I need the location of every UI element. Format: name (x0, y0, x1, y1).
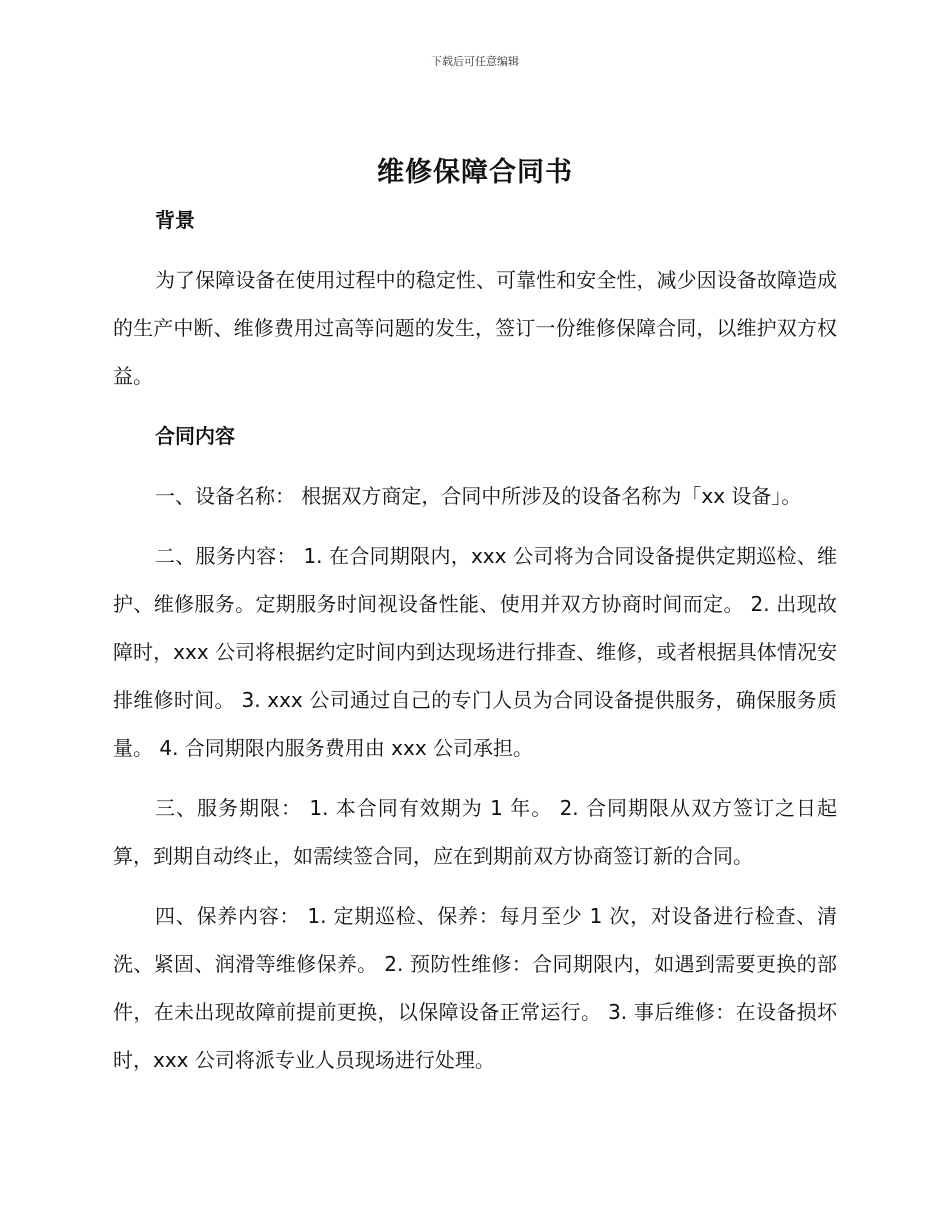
header-note: 下载后可任意编辑 (431, 55, 519, 68)
spacer (113, 244, 837, 256)
paragraph-background: 为了保障设备在使用过程中的稳定性、可靠性和安全性，减少因设备故障造成的生产中断、维修费用过高等问题的发生，签订一份维修保障合同，以维护双方权益。 (113, 268, 837, 388)
clause-service-term: 三、服务期限： 1. 本合同有效期为 1 年。 2. 合同期限从双方签订之日起算，到期自动终止，如需续签合同，应在到期前双方协商签订新的合同。 (113, 796, 837, 868)
spacer (113, 520, 837, 532)
clause-maintenance-content: 四、保养内容： 1. 定期巡检、保养：每月至少 1 次，对设备进行检查、清洗、紧固、润滑等维修保养。 2. 预防性维修：合同期限内，如遇到需要更换的部件，在未出现故障前提前更换，以保障设备正常运行。 3. 事后维修：在设备损坏时，xxx 公司将派专业人员现场进行处理。 (113, 904, 837, 1072)
spacer (113, 400, 837, 412)
clause-equipment-name: 一、设备名称： 根据双方商定，合同中所涉及的设备名称为「xx 设备」。 (155, 484, 802, 508)
section-heading-contract: 合同内容 (155, 424, 235, 448)
section-heading-background: 背景 (155, 208, 195, 232)
document-title: 维修保障合同书 (377, 157, 573, 188)
document-body (113, 196, 837, 1084)
spacer (113, 880, 837, 892)
clause-service-content: 二、服务内容： 1. 在合同期限内，xxx 公司将为合同设备提供定期巡检、维护、维修服务。定期服务时间视设备性能、使用并双方协商时间而定。 2. 出现故障时，xxx 公司将根据约定时间内到达现场进行排查、维修，或者根据具体情况安排维修时间。 3. xxx 公司通过自己的专门人员为合同设备提供服务，确保服务质量。 4. 合同期限内服务费用由 xxx 公司承担。 (113, 544, 837, 760)
spacer (113, 772, 837, 784)
spacer (113, 460, 837, 472)
